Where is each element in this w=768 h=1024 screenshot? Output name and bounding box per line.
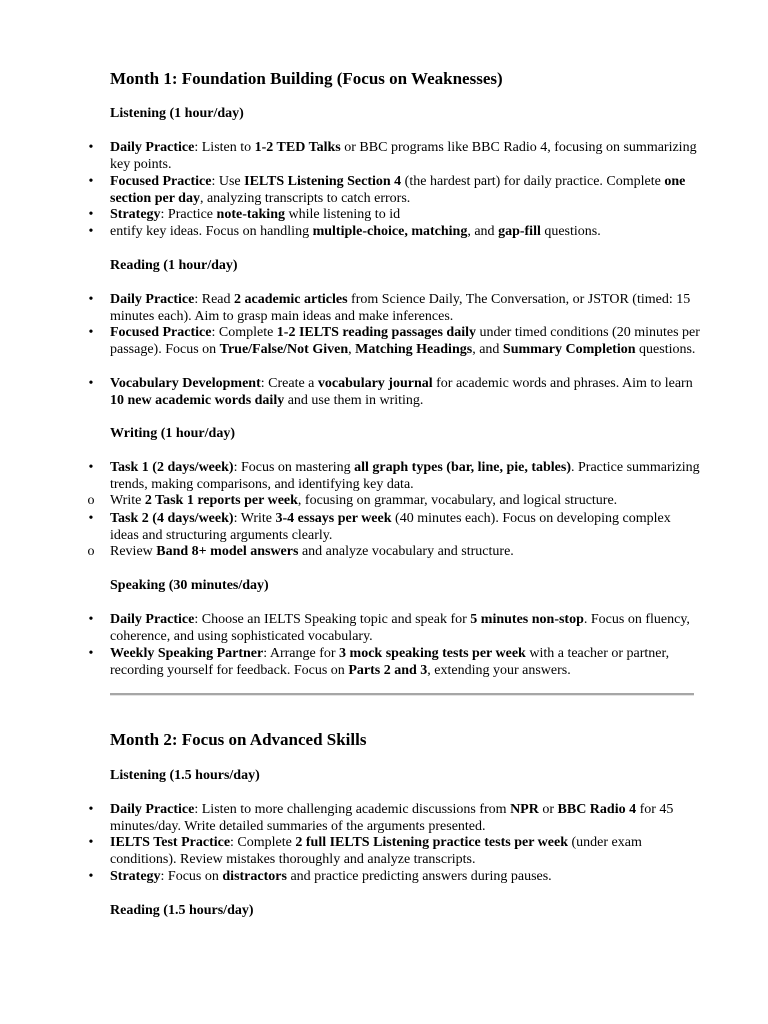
- bold-text: Vocabulary Development: [110, 376, 261, 391]
- list-item: [88, 611, 700, 645]
- item-text: or BBC programs like BBC Radio 4, focusing on summarizing key points.: [110, 140, 697, 172]
- horizontal-divider: [110, 693, 694, 696]
- item-text: : Focus on mastering: [233, 460, 355, 475]
- bold-text: multiple-choice, matching: [312, 224, 468, 239]
- month-1-listening-heading: Listening (1 hour/day): [110, 106, 244, 121]
- item-text: Review: [110, 544, 157, 559]
- item-text: (the hardest part) for daily practice. Complete: [401, 174, 665, 189]
- bullet-marker: •: [88, 460, 94, 475]
- item-text: : Practice: [160, 207, 217, 222]
- item-text: : Listen to: [194, 140, 255, 155]
- month-2-reading-heading: Reading (1.5 hours/day): [110, 903, 254, 918]
- list-item: [88, 223, 700, 240]
- bullet-marker: •: [88, 325, 94, 340]
- list-item: [88, 375, 700, 409]
- month-1-title: Month 1: Foundation Building (Focus on Weaknesses): [110, 69, 503, 88]
- item-text: for 45 minutes/day. Write detailed summaries of the arguments presented.: [110, 802, 674, 834]
- list-item: [87, 492, 700, 509]
- bold-text: Daily Practice: [110, 612, 195, 627]
- item-text: Write: [110, 493, 145, 508]
- bold-text: Band 8+ model answers: [156, 544, 299, 559]
- month-2-title: Month 2: Focus on Advanced Skills: [110, 730, 367, 749]
- list-item: [88, 291, 700, 325]
- item-text: , extending your answers.: [427, 663, 571, 678]
- list-item: [88, 139, 700, 173]
- bold-text: Strategy: [110, 207, 161, 222]
- bullet-marker: •: [88, 612, 94, 627]
- item-text: or: [538, 802, 558, 817]
- item-text: and use them in writing.: [284, 393, 424, 408]
- bold-text: 1-2 IELTS reading passages daily: [276, 325, 476, 340]
- bold-text: gap-fill: [498, 224, 541, 239]
- month-1-reading-heading: Reading (1 hour/day): [110, 258, 238, 273]
- item-text: from Science Daily, The Conversation, or JSTOR (timed: 15 minutes each). Aim to grasp main ideas and make inferences.: [110, 292, 691, 324]
- item-text: : Use: [211, 174, 245, 189]
- item-text: with a teacher or partner, recording yourself for feedback. Focus on: [110, 646, 670, 678]
- bold-text: Focused Practice: [110, 174, 212, 189]
- bold-text: BBC Radio 4: [557, 802, 637, 817]
- item-text: : Create a: [260, 376, 318, 391]
- list-item: [87, 543, 700, 560]
- item-text: , focusing on grammar, vocabulary, and logical structure.: [297, 493, 618, 508]
- item-text: . Practice summarizing trends, making comparisons, and identifying key data.: [110, 460, 700, 492]
- item-text: : Listen to more challenging academic discussions from: [194, 802, 511, 817]
- item-text: (40 minutes each). Focus on developing complex ideas and structuring arguments clearly.: [110, 511, 671, 543]
- bullet-marker: •: [88, 207, 94, 222]
- bold-text: 3 mock speaking tests per week: [339, 646, 526, 661]
- item-text: and analyze vocabulary and structure.: [298, 544, 514, 559]
- bold-text: Matching Headings: [355, 342, 473, 357]
- sub-bullet-marker: o: [87, 493, 95, 508]
- month-2-listening-heading: Listening (1.5 hours/day): [110, 768, 260, 783]
- list-item: [88, 173, 700, 207]
- item-text: : Focus on: [160, 869, 223, 884]
- bold-text: 2 Task 1 reports per week: [144, 493, 298, 508]
- bold-text: Task 2 (4 days/week): [110, 511, 234, 526]
- item-text: under timed conditions (20 minutes per passage). Focus on: [110, 325, 700, 357]
- item-text: questions.: [540, 224, 601, 239]
- bold-text: Task 1 (2 days/week): [110, 460, 234, 475]
- item-text: : Choose an IELTS Speaking topic and speak for: [194, 612, 471, 627]
- bullet-marker: •: [88, 802, 94, 817]
- item-text: : Write: [233, 511, 276, 526]
- bold-text: Daily Practice: [110, 292, 195, 307]
- item-text: : Read: [194, 292, 235, 307]
- bold-text: all graph types (bar, line, pie, tables): [354, 460, 571, 475]
- bold-text: True/False/Not Given: [219, 342, 349, 357]
- list-item: [88, 206, 700, 223]
- item-text: . Focus on fluency, coherence, and using sophisticated vocabulary.: [110, 612, 690, 644]
- bold-text: Parts 2 and 3: [348, 663, 428, 678]
- item-text: : Complete: [230, 835, 296, 850]
- bold-text: Daily Practice: [110, 140, 195, 155]
- bold-text: Daily Practice: [110, 802, 195, 817]
- bold-text: Weekly Speaking Partner: [110, 646, 264, 661]
- list-item: [88, 868, 700, 885]
- item-text: , and: [467, 224, 499, 239]
- item-text: while listening to id: [284, 207, 401, 222]
- bold-text: Focused Practice: [110, 325, 212, 340]
- item-text: : Arrange for: [263, 646, 340, 661]
- list-item: [88, 834, 700, 868]
- bold-text: Strategy: [110, 869, 161, 884]
- bold-text: 2 academic articles: [234, 292, 348, 307]
- bullet-marker: •: [88, 224, 94, 239]
- month-1-writing-heading: Writing (1 hour/day): [110, 426, 235, 441]
- list-item: [88, 510, 700, 544]
- list-item: [88, 645, 700, 679]
- item-text: , analyzing transcripts to catch errors.: [199, 191, 411, 206]
- bullet-marker: •: [88, 511, 94, 526]
- bold-text: 10 new academic words daily: [110, 393, 285, 408]
- bold-text: 5 minutes non-stop: [470, 612, 584, 627]
- bold-text: Summary Completion: [502, 342, 636, 357]
- bullet-marker: •: [88, 140, 94, 155]
- month-1-speaking-heading: Speaking (30 minutes/day): [110, 578, 269, 593]
- list-item: [88, 324, 700, 358]
- bullet-marker: •: [88, 869, 94, 884]
- bullet-marker: •: [88, 835, 94, 850]
- sub-bullet-marker: o: [87, 544, 95, 559]
- item-text: and practice predicting answers during pauses.: [286, 869, 552, 884]
- item-text: : Complete: [211, 325, 277, 340]
- bold-text: note-taking: [216, 207, 285, 222]
- bold-text: 1-2 TED Talks: [254, 140, 341, 155]
- item-text: entify key ideas. Focus on handling: [110, 224, 313, 239]
- item-text: , and: [472, 342, 503, 357]
- bold-text: IELTS Test Practice: [110, 835, 231, 850]
- bold-text: vocabulary journal: [317, 376, 433, 391]
- bullet-marker: •: [88, 376, 94, 391]
- bullet-marker: •: [88, 646, 94, 661]
- list-item: [88, 801, 700, 835]
- bold-text: NPR: [510, 802, 539, 817]
- bold-text: one section per day: [110, 174, 686, 206]
- item-text: (under exam conditions). Review mistakes thoroughly and analyze transcripts.: [110, 835, 642, 867]
- bold-text: 2 full IELTS Listening practice tests per week: [295, 835, 568, 850]
- bullet-marker: •: [88, 174, 94, 189]
- list-item: [88, 459, 700, 493]
- item-text: for academic words and phrases. Aim to learn: [432, 376, 693, 391]
- bullet-marker: •: [88, 292, 94, 307]
- bold-text: distractors: [222, 869, 287, 884]
- item-text: ,: [348, 342, 356, 357]
- bold-text: 3-4 essays per week: [275, 511, 392, 526]
- bold-text: IELTS Listening Section 4: [244, 174, 402, 189]
- item-text: questions.: [635, 342, 696, 357]
